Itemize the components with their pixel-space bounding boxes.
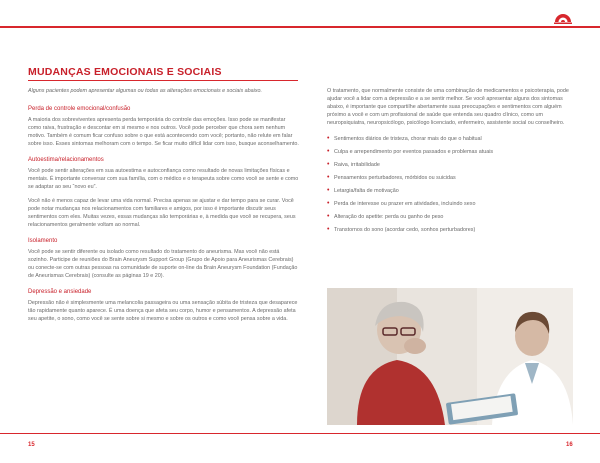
title-underline	[28, 80, 298, 81]
page-number-right: 16	[566, 442, 573, 448]
section-emotional-control	[28, 105, 300, 148]
list-item: • Pensamentos perturbadores, mórbidos ou suicidas	[327, 174, 573, 182]
footer-rule	[0, 433, 600, 434]
section-self-esteem	[28, 156, 300, 229]
patient-and-doctor-photo	[327, 288, 573, 425]
intro-text: Alguns pacientes podem apresentar algumas ou todas as alterações emocionais e sociais abaixo.	[28, 88, 263, 94]
list-item: • Raiva, irritabilidade	[327, 161, 573, 169]
left-column	[28, 87, 300, 331]
section-depression	[28, 288, 300, 323]
section-heading: Autoestima/relacionamentos	[28, 157, 104, 163]
paragraph: Você pode sentir alterações em sua autoestima e autoconfiança como resultado de novas limitações físicas e mentais. É importante conversar com sua família, com o médico e o terapeuta sobre como você se sente e como se adaptar ao seu “novo eu”.	[28, 168, 299, 190]
page-number-left: 15	[28, 442, 35, 448]
list-item: • Transtornos do sono (acordar cedo, sonhos perturbadores)	[327, 226, 573, 234]
page-title: MUDANÇAS EMOCIONAIS E SOCIAIS	[28, 66, 222, 78]
list-item: • Sentimentos diários de tristeza, chorar mais do que o habitual	[327, 135, 573, 143]
paragraph: Você pode se sentir diferente ou isolado como resultado do tratamento do aneurisma. Mas você não está sozinho. Participe de reuniões do Brain Aneurysm Support Group (Grupo de Apoio para Aneurismas Cerebrais) ou conecte-se com outras pessoas na comunidade de suporte on-line da Brain Aneurysm Foundation (Fundação de Aneurismas Cerebrais) (consulte as páginas 19 e 20).	[28, 249, 298, 279]
section-isolation	[28, 237, 300, 280]
paragraph: Você não é menos capaz de levar uma vida normal. Precisa apenas se ajustar e dar tempo para se curar. Você pode notar mudanças nos relacionamentos com familiares e amigos, por isso é importante discutir seus sentimentos com eles. Muitas vezes, essas mudanças são temporárias e, à medida que você se recupera, seus relacionamentos geralmente voltam ao normal.	[28, 198, 296, 228]
list-item: • Culpa e arrependimento por eventos passados e problemas atuais	[327, 148, 573, 156]
section-heading: Perda de controle emocional/confusão	[28, 106, 131, 112]
list-item: • Alteração do apetite: perda ou ganho de peso	[327, 213, 573, 221]
symptom-list	[327, 135, 573, 234]
list-item: • Perda de interesse ou prazer em atividades, incluindo sexo	[327, 200, 573, 208]
list-item: • Letargia/falta de motivação	[327, 187, 573, 195]
right-column	[327, 87, 573, 239]
paragraph: A maioria dos sobreviventes apresenta perda temporária do controle das emoções. Isso pode se manifestar como raiva, frustração e descontar em si mesmo e nos outros. Você pode perceber que chora sem nenhum motivo. Também é comum ficar confuso sobre o que está acontecendo com você; portanto, não relute em falar sobre isso. Esses sintomas melhoram com o tempo. Se ficar muito difícil lidar com isso, busque aconselhamento.	[28, 117, 299, 147]
header-rule	[0, 26, 600, 28]
section-heading: Depressão e ansiedade	[28, 289, 92, 295]
brain-aneurysm-logo-icon	[553, 11, 573, 25]
paragraph: Depressão não é simplesmente uma melancolia passageira ou uma sensação súbita de tristeza que desaparece tão rapidamente quanto aparece. É uma doença que afeta seu corpo, humor e pensamentos. A depressão afeta seu apetite, o sono, como você se sente sobre si mesmo e sobre os outros e como você pensa sobre a vida.	[28, 300, 298, 322]
section-heading: Isolamento	[28, 238, 58, 244]
treatment-paragraph: O tratamento, que normalmente consiste de uma combinação de medicamentos e psicoterapia, pode ajudar você a lidar com a depressão e a se sentir melhor. Se você apresentar alguns dos sintomas abaixo, é importante que compartilhe abertamente suas preocupações e sentimentos com alguém próximo a você e com um profissional de saúde que entenda seu quadro clínico, como um neuropsiquiatra, neuropsicólogo, psicólogo licenciado, enfermeiro, assistente social ou conselheiro.	[327, 88, 569, 126]
